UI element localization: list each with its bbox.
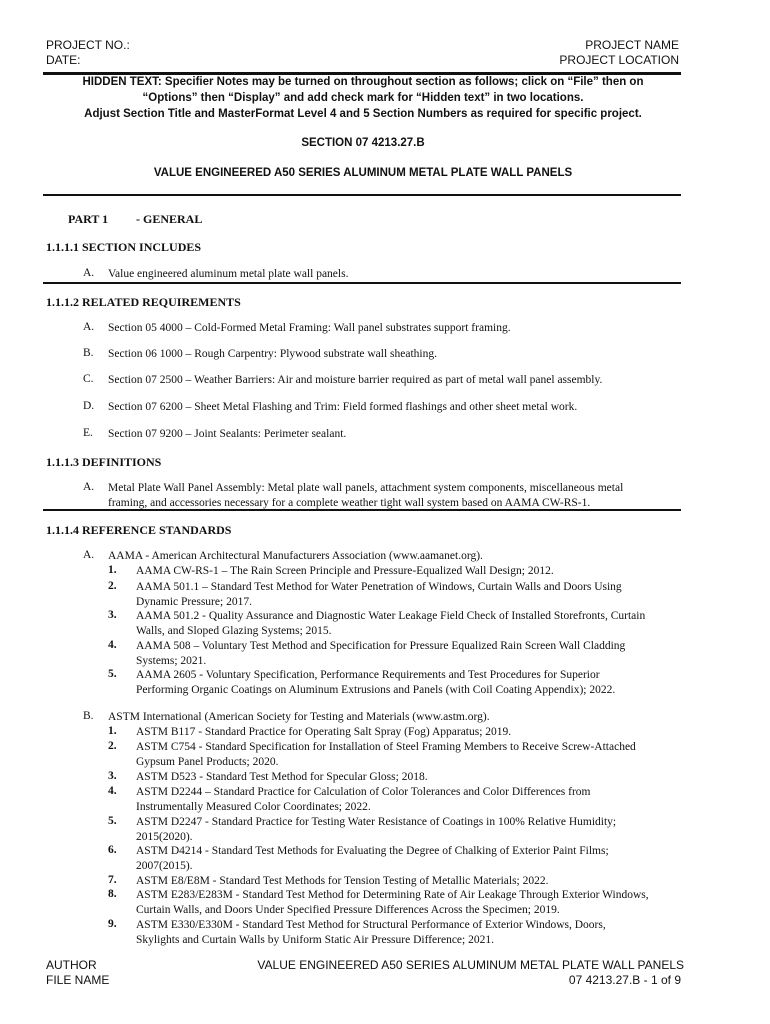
sub-item-line: ASTM D2244 – Standard Practice for Calculation of Color Tolerances and Color Differences from	[136, 786, 591, 798]
sub-item-line: ASTM E283/E283M - Standard Test Method for Determining Rate of Air Leakage Through Exterior Windows,	[136, 889, 649, 901]
sub-item-number: 3.	[108, 770, 117, 782]
sub-item-line: ASTM E330/E330M - Standard Test Method for Structural Performance of Exterior Windows, Doors,	[136, 919, 606, 931]
date-label: DATE:	[46, 53, 81, 67]
sub-item-line: AAMA 2605 - Voluntary Specification, Performance Requirements and Test Procedures for Superior	[136, 669, 600, 681]
list-item-letter: A.	[83, 321, 95, 333]
list-item: AAMA - American Architectural Manufacturers Association (www.aamanet.org).	[108, 550, 483, 562]
sub-item-number: 4.	[108, 639, 117, 651]
sub-item-line: Curtain Walls, and Doors Under Specified Pressure Differences Across the Specimen; 2019.	[136, 904, 560, 916]
list-item: Section 06 1000 – Rough Carpentry: Plywood substrate wall sheathing.	[108, 348, 437, 360]
sub-item-number: 5.	[108, 668, 117, 680]
project-no-label: PROJECT NO.:	[46, 38, 130, 52]
sub-item-line: ASTM D4214 - Standard Test Methods for Evaluating the Degree of Chalking of Exterior Paint Films;	[136, 845, 609, 857]
sub-item-line: ASTM C754 - Standard Specification for Installation of Steel Framing Members to Receive Screw-Attached	[136, 741, 636, 753]
sub-item-line: AAMA 501.2 - Quality Assurance and Diagnostic Water Leakage Field Check of Installed Storefronts, Curtain	[136, 610, 646, 622]
sub-item-line: Skylights and Curtain Walls by Uniform Static Air Pressure Difference; 2021.	[136, 934, 494, 946]
sub-item-line: 2007(2015).	[136, 860, 193, 872]
sub-item-number: 1.	[108, 564, 117, 576]
footer-section-title: VALUE ENGINEERED A50 SERIES ALUMINUM METAL PLATE WALL PANELS	[257, 958, 684, 972]
list-item-letter: A.	[83, 267, 95, 279]
section-includes-heading: 1.1.1.1 SECTION INCLUDES	[46, 240, 202, 254]
list-item: Section 07 2500 – Weather Barriers: Air and moisture barrier required as part of metal wall panel assembly.	[108, 374, 603, 386]
sub-item-line: 2015(2020).	[136, 831, 193, 843]
part-number: PART 1	[68, 212, 109, 226]
hidden-text-line-1: HIDDEN TEXT: Specifier Notes may be turned on throughout section as follows; click on “File” then on	[82, 76, 644, 88]
sub-item-line: Performing Organic Coatings on Aluminum Extrusions and Panels (with Coil Coating Appendix); 2022.	[136, 684, 616, 696]
sub-item-line: ASTM D2247 - Standard Practice for Testing Water Resistance of Coatings in 100% Relative Humidity;	[136, 816, 617, 828]
footer-file-name: FILE NAME	[46, 973, 110, 987]
list-item: ASTM International (American Society for Testing and Materials (www.astm.org).	[108, 711, 490, 723]
list-item-letter: D.	[83, 400, 95, 412]
sub-item-line: ASTM D523 - Standard Test Method for Specular Gloss; 2018.	[136, 771, 428, 783]
sub-item-line: AAMA 501.1 – Standard Test Method for Water Penetration of Windows, Curtain Walls and Doors Using	[136, 581, 622, 593]
sub-item-number: 6.	[108, 844, 117, 856]
sub-item-number: 2.	[108, 580, 117, 592]
sub-item-line: ASTM B117 - Standard Practice for Operating Salt Spray (Fog) Apparatus; 2019.	[136, 726, 512, 738]
list-item-letter: E.	[83, 427, 93, 439]
sub-item-number: 5.	[108, 815, 117, 827]
list-item-letter: A.	[83, 481, 95, 493]
divider	[43, 509, 681, 511]
sub-item-line: Gypsum Panel Products; 2020.	[136, 756, 279, 768]
project-location: PROJECT LOCATION	[559, 53, 679, 67]
definitions-heading: 1.1.1.3 DEFINITIONS	[46, 455, 162, 469]
section-number: SECTION 07 4213.27.B	[301, 137, 425, 149]
footer-page-number: 07 4213.27.B - 1 of 9	[568, 973, 681, 987]
title-divider	[43, 194, 681, 196]
list-item-line: framing, and accessories necessary for a complete weather tight wall system based on AAMA CW-RS-1.	[108, 497, 591, 509]
related-requirements-heading: 1.1.1.2 RELATED REQUIREMENTS	[46, 295, 241, 309]
part-title: - GENERAL	[136, 212, 203, 226]
footer-author: AUTHOR	[46, 958, 97, 972]
list-item: Section 07 6200 – Sheet Metal Flashing and Trim: Field formed flashings and other sheet metal work.	[108, 401, 578, 413]
sub-item-number: 9.	[108, 918, 117, 930]
list-item: Value engineered aluminum metal plate wall panels.	[108, 268, 349, 280]
list-item: Section 05 4000 – Cold-Formed Metal Framing: Wall panel substrates support framing.	[108, 322, 511, 334]
hidden-text-line-3: Adjust Section Title and MasterFormat Level 4 and 5 Section Numbers as required for specific project.	[84, 108, 642, 120]
sub-item-number: 1.	[108, 725, 117, 737]
hidden-text-line-2: “Options” then “Display” and add check mark for “Hidden text” in two locations.	[142, 92, 584, 104]
list-item-letter: B.	[83, 347, 94, 359]
list-item: Section 07 9200 – Joint Sealants: Perimeter sealant.	[108, 428, 347, 440]
sub-item-number: 4.	[108, 785, 117, 797]
sub-item-line: Systems; 2021.	[136, 655, 207, 667]
sub-item-line: ASTM E8/E8M - Standard Test Methods for Tension Testing of Metallic Materials; 2022.	[136, 875, 549, 887]
sub-item-line: AAMA CW-RS-1 – The Rain Screen Principle and Pressure-Equalized Wall Design; 2012.	[136, 565, 554, 577]
project-name: PROJECT NAME	[585, 38, 679, 52]
section-title: VALUE ENGINEERED A50 SERIES ALUMINUM METAL PLATE WALL PANELS	[153, 167, 573, 179]
reference-standards-heading: 1.1.1.4 REFERENCE STANDARDS	[46, 523, 232, 537]
sub-item-line: Dynamic Pressure; 2017.	[136, 596, 252, 608]
sub-item-line: Walls, and Sloped Glazing Systems; 2015.	[136, 625, 332, 637]
list-item-letter: B.	[83, 710, 94, 722]
sub-item-number: 2.	[108, 740, 117, 752]
list-item-letter: A.	[83, 549, 95, 561]
sub-item-line: Instrumentally Measured Color Coordinates; 2022.	[136, 801, 371, 813]
sub-item-number: 3.	[108, 609, 117, 621]
sub-item-number: 7.	[108, 874, 117, 886]
sub-item-line: AAMA 508 – Voluntary Test Method and Specification for Pressure Equalized Rain Screen Wall Cladding	[136, 640, 626, 652]
sub-item-number: 8.	[108, 888, 117, 900]
list-item-letter: C.	[83, 373, 94, 385]
divider	[43, 282, 681, 284]
list-item-line: Metal Plate Wall Panel Assembly: Metal plate wall panels, attachment system components, miscellaneous metal	[108, 482, 624, 494]
